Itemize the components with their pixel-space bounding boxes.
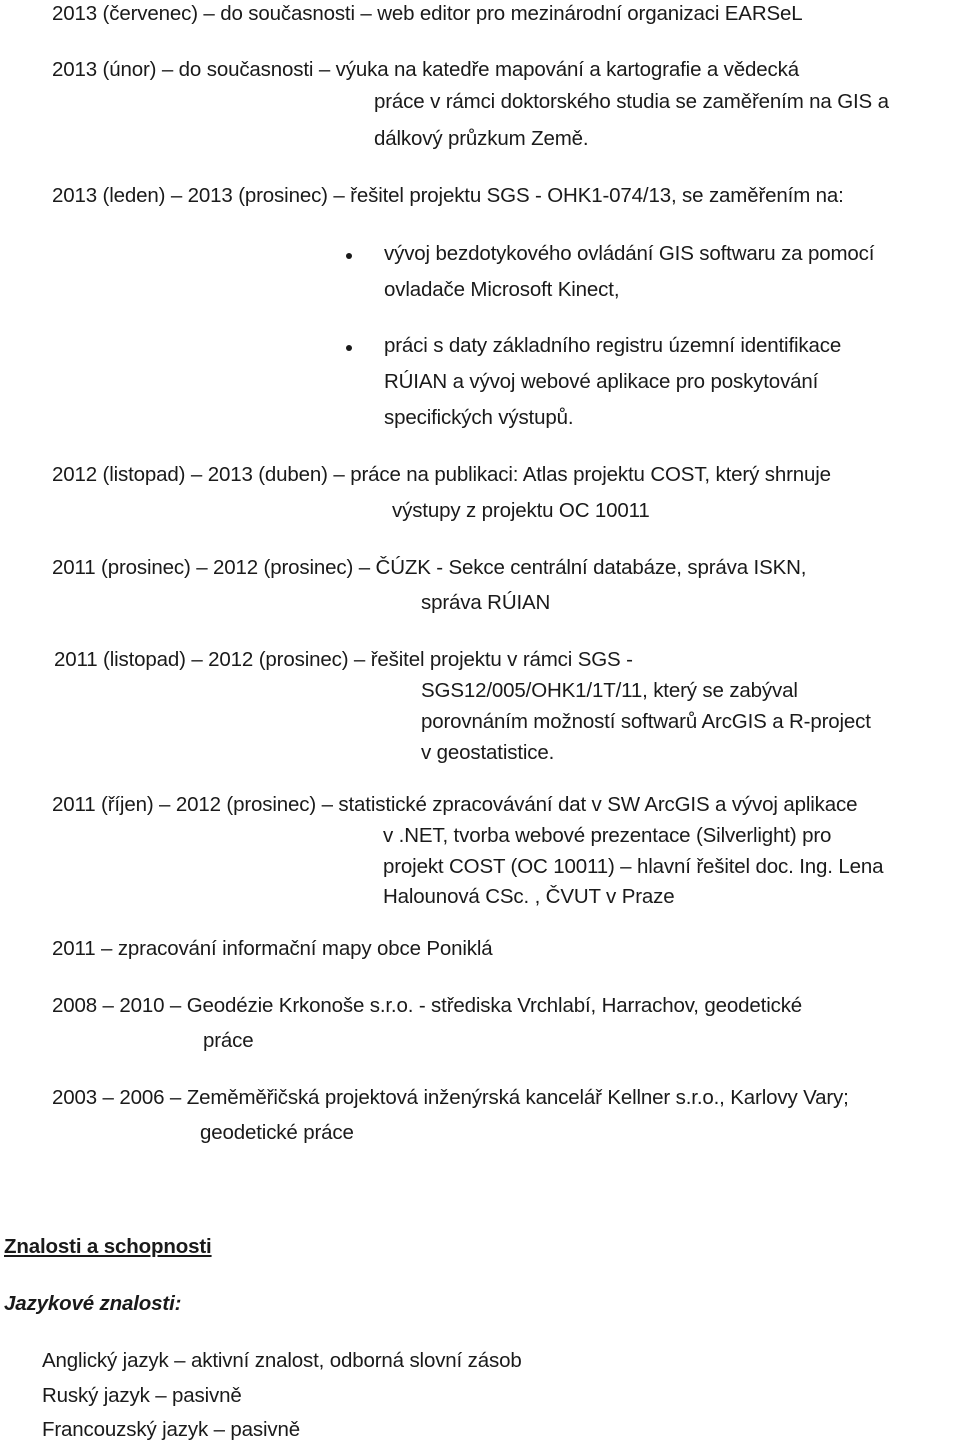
experience-entry-geodezie: 2008 – 2010 – Geodézie Krkonoše s.r.o. - střediska Vrchlabí, Harrachov, geodetické [52, 994, 803, 1017]
experience-entry-teaching-cont: dálkový průzkum Země. [374, 127, 589, 150]
experience-entry-cuzk-cont: správa RÚIAN [421, 591, 551, 614]
bullet-icon [346, 345, 352, 351]
experience-entry-arcgis-cont: v .NET, tvorba webové prezentace (Silverlight) pro [383, 824, 832, 847]
bullet-icon [346, 253, 352, 259]
experience-entry-teaching: 2013 (únor) – do současnosti – výuka na katedře mapování a kartografie a vědecká [52, 58, 799, 81]
experience-entry-map: 2011 – zpracování informační mapy obce Poniklá [52, 937, 493, 960]
list-item-cont: RÚIAN a vývoj webové aplikace pro poskytování [384, 370, 819, 393]
experience-entry-kellner: 2003 – 2006 – Zeměměřičská projektová inženýrská kancelář Kellner s.r.o., Karlovy Vary; [52, 1086, 849, 1109]
experience-entry-atlas-cont: výstupy z projektu OC 10011 [392, 499, 650, 522]
experience-entry-cuzk: 2011 (prosinec) – 2012 (prosinec) – ČÚZK - Sekce centrální databáze, správa ISKN, [52, 556, 807, 579]
experience-entry-arcgis-cont: projekt COST (OC 10011) – hlavní řešitel doc. Ing. Lena [383, 855, 884, 878]
experience-entry-teaching-cont: práce v rámci doktorského studia se zaměřením na GIS a [374, 90, 889, 113]
skills-heading: Znalosti a schopnosti [4, 1235, 212, 1258]
language-item: Francouzský jazyk – pasivně [42, 1418, 301, 1441]
experience-entry-sgs-2011-cont: porovnáním možností softwarů ArcGIS a R-project [421, 710, 871, 733]
list-item: práci s daty základního registru územní identifikace [384, 334, 842, 357]
experience-entry-sgs-2011: 2011 (listopad) – 2012 (prosinec) – řešitel projektu v rámci SGS - [54, 648, 633, 671]
languages-heading: Jazykové znalosti: [4, 1292, 182, 1315]
experience-entry-kellner-cont: geodetické práce [200, 1121, 354, 1144]
experience-entry-sgs-2011-cont: SGS12/005/OHK1/1T/11, který se zabýval [421, 679, 798, 702]
list-item-cont: specifických výstupů. [384, 406, 574, 429]
list-item: vývoj bezdotykového ovládání GIS softwaru za pomocí [384, 242, 875, 265]
experience-entry-sgs-2013: 2013 (leden) – 2013 (prosinec) – řešitel projektu SGS - OHK1-074/13, se zaměřením na: [52, 184, 844, 207]
experience-entry-earsel: 2013 (červenec) – do současnosti – web editor pro mezinárodní organizaci EARSeL [52, 2, 803, 25]
list-item-cont: ovladače Microsoft Kinect, [384, 278, 620, 301]
language-item: Ruský jazyk – pasivně [42, 1384, 242, 1407]
experience-entry-arcgis-cont: Halounová CSc. , ČVUT v Praze [383, 885, 675, 908]
experience-entry-atlas: 2012 (listopad) – 2013 (duben) – práce na publikaci: Atlas projektu COST, který shrnuje [52, 463, 831, 486]
experience-entry-sgs-2011-cont: v geostatistice. [421, 741, 555, 764]
language-item: Anglický jazyk – aktivní znalost, odborná slovní zásob [42, 1349, 522, 1372]
experience-entry-arcgis: 2011 (říjen) – 2012 (prosinec) – statistické zpracovávání dat v SW ArcGIS a vývoj aplikace [52, 793, 858, 816]
experience-entry-geodezie-cont: práce [203, 1029, 254, 1052]
